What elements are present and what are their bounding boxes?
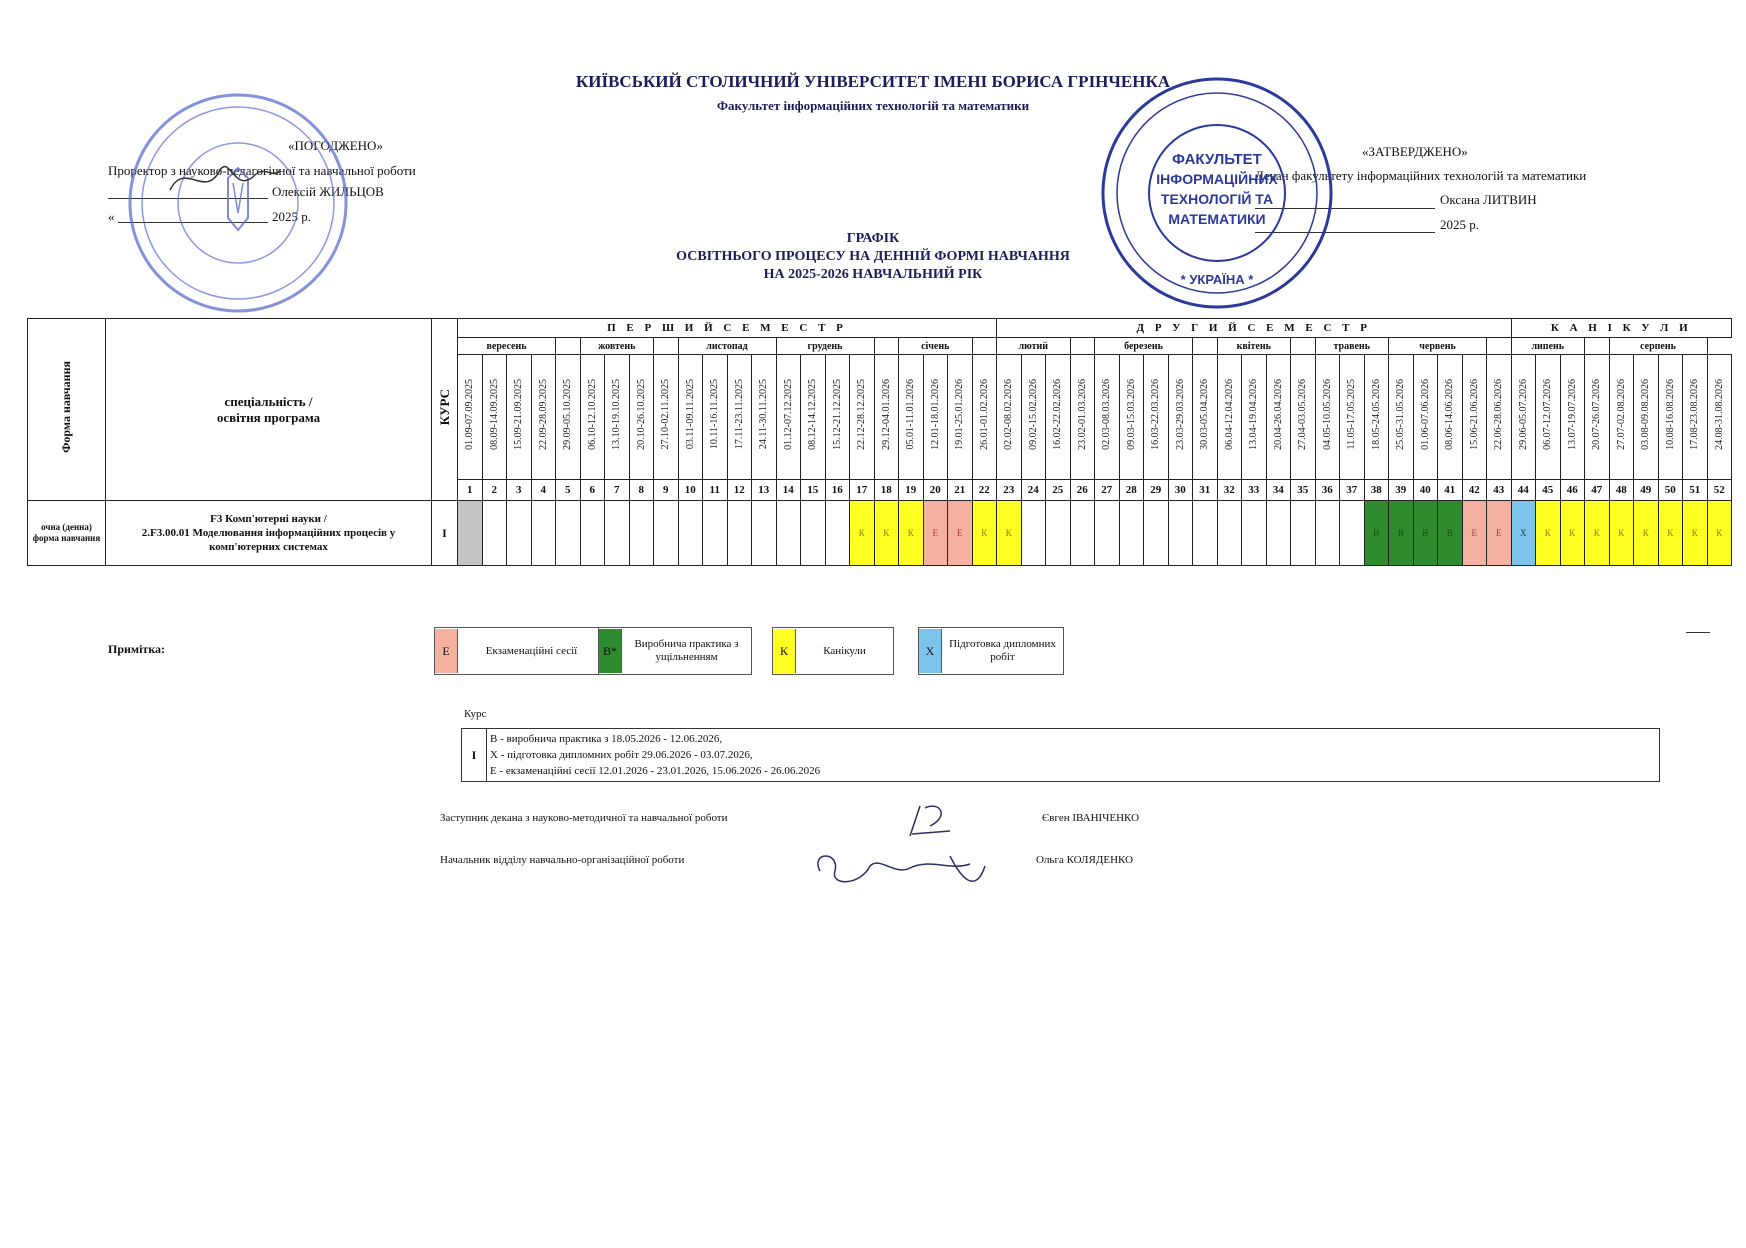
week-range-label: 12.01-18.01.2026 [929, 379, 941, 450]
week-number: 20 [923, 480, 948, 501]
week-range-cell [1413, 355, 1438, 480]
schedule-cell [1217, 501, 1242, 566]
week-range-label: 22.06-28.06.2026 [1493, 379, 1505, 450]
week-number: 36 [1315, 480, 1340, 501]
title-line-1: ГРАФІК [846, 231, 900, 246]
approved-left-caption: «ПОГОДЖЕНО» [288, 138, 383, 153]
month-header [1487, 338, 1512, 355]
week-range-label: 13.07-19.07.2026 [1566, 379, 1578, 450]
schedule-cell [654, 501, 679, 566]
schedule-cell: К [1536, 501, 1561, 566]
schedule-table [27, 318, 1732, 566]
week-range-label: 09.02-15.02.2026 [1027, 379, 1039, 450]
week-number: 9 [654, 480, 679, 501]
month-header: жовтень [580, 338, 654, 355]
week-number: 19 [899, 480, 924, 501]
month-header: травень [1315, 338, 1389, 355]
week-range-cell [1609, 355, 1634, 480]
schedule-cell [605, 501, 630, 566]
week-range-label: 16.03-22.03.2026 [1150, 379, 1162, 450]
week-range-cell [1291, 355, 1316, 480]
week-range-cell [678, 355, 703, 480]
week-range-label: 10.11-16.11.2025 [709, 379, 721, 450]
week-range-label: 15.06-21.06.2026 [1468, 379, 1480, 450]
week-number: 46 [1560, 480, 1585, 501]
week-number: 5 [556, 480, 581, 501]
schedule-cell [825, 501, 850, 566]
week-range-cell [1046, 355, 1071, 480]
week-number: 11 [703, 480, 728, 501]
week-range-cell [1315, 355, 1340, 480]
approved-left-position: Проректор з науково-педагогічної та навчальної роботи [108, 163, 416, 178]
week-range-label: 27.04-03.05.2026 [1297, 379, 1309, 450]
schedule-cell: К [1609, 501, 1634, 566]
week-range-label: 20.10-26.10.2025 [635, 379, 647, 450]
week-number: 49 [1634, 480, 1659, 501]
schedule-cell [776, 501, 801, 566]
week-range-label: 01.12-07.12.2025 [782, 379, 794, 450]
svg-text:МАТЕМАТИКИ: МАТЕМАТИКИ [1168, 211, 1266, 227]
university-title: КИЇВСЬКИЙ СТОЛИЧНИЙ УНІВЕРСИТЕТ ІМЕНІ БОРИСА ГРІНЧЕНКА [575, 72, 1171, 91]
week-range-label: 25.05-31.05.2026 [1395, 379, 1407, 450]
week-range-label: 10.08-16.08.2026 [1664, 379, 1676, 450]
left-handwritten-signature [165, 150, 285, 210]
week-number: 17 [850, 480, 875, 501]
schedule-cell: К [1658, 501, 1683, 566]
approved-left-year: 2025 р. [272, 209, 311, 224]
svg-text:ФАКУЛЬТЕТ: ФАКУЛЬТЕТ [1172, 151, 1262, 168]
week-number: 30 [1168, 480, 1193, 501]
week-range-cell [1585, 355, 1610, 480]
week-number: 22 [972, 480, 997, 501]
month-header: серпень [1609, 338, 1707, 355]
document-title [0, 230, 1746, 284]
week-range-cell [507, 355, 532, 480]
week-range-cell [1658, 355, 1683, 480]
week-number: 44 [1511, 480, 1536, 501]
title-line-3: НА 2025-2026 НАВЧАЛЬНИЙ РІК [763, 267, 983, 282]
schedule-cell: Е [948, 501, 973, 566]
month-header: липень [1511, 338, 1585, 355]
week-number: 21 [948, 480, 973, 501]
schedule-cell: К [874, 501, 899, 566]
week-range-cell [948, 355, 973, 480]
week-range-cell [1683, 355, 1708, 480]
svg-text:ТЕХНОЛОГІЙ ТА: ТЕХНОЛОГІЙ ТА [1160, 191, 1274, 207]
week-range-label: 08.06-14.06.2026 [1444, 379, 1456, 450]
week-number: 52 [1707, 480, 1732, 501]
week-range-label: 02.02-08.02.2026 [1003, 379, 1015, 450]
month-header [1070, 338, 1095, 355]
legend-text: Екзаменаційні сесії [485, 644, 578, 657]
week-range-cell [1095, 355, 1120, 480]
week-number: 40 [1413, 480, 1438, 501]
week-range-label: 13.10-19.10.2025 [611, 379, 623, 450]
legend-label: Примітка: [108, 642, 166, 656]
row-form-label: очна (денна) форма навчання [32, 522, 101, 543]
schedule-cell [1266, 501, 1291, 566]
schedule-cell [1242, 501, 1267, 566]
week-number: 6 [580, 480, 605, 501]
notes-header: Курс [464, 708, 487, 720]
schedule-cell: В [1389, 501, 1414, 566]
week-number: 1 [458, 480, 483, 501]
week-number: 4 [531, 480, 556, 501]
week-number: 8 [629, 480, 654, 501]
week-number: 32 [1217, 480, 1242, 501]
svg-text:* УКРАЇНА *: * УКРАЇНА * [1180, 272, 1254, 287]
schedule-cell [629, 501, 654, 566]
week-range-label: 19.01-25.01.2026 [954, 379, 966, 450]
schedule-cell: Е [923, 501, 948, 566]
schedule-cell [458, 501, 483, 566]
week-range-label: 26.01-01.02.2026 [978, 379, 990, 450]
week-number: 31 [1193, 480, 1218, 501]
week-range-cell [1119, 355, 1144, 480]
schedule-cell: В [1413, 501, 1438, 566]
schedule-cell [1315, 501, 1340, 566]
schedule-cell: К [972, 501, 997, 566]
week-range-cell [752, 355, 777, 480]
schedule-cell: К [1634, 501, 1659, 566]
schedule-cell [1070, 501, 1095, 566]
week-range-cell [997, 355, 1022, 480]
week-range-cell [1511, 355, 1536, 480]
svg-text:ІНФОРМАЦІЙНИХ: ІНФОРМАЦІЙНИХ [1156, 171, 1278, 187]
week-range-label: 13.04-19.04.2026 [1248, 379, 1260, 450]
week-range-label: 15.09-21.09.2025 [513, 379, 525, 450]
col-header-form-label: Форма навчання [59, 361, 73, 453]
approved-right-name: Оксана ЛИТВИН [1440, 192, 1537, 207]
week-range-cell [580, 355, 605, 480]
semester-header: П Е Р Ш И Й С Е М Е С Т Р [458, 319, 997, 338]
month-header: квітень [1217, 338, 1291, 355]
legend-item [598, 627, 752, 675]
notes-line: В - виробнича практика з 18.05.2026 - 12.06.2026, [490, 733, 723, 745]
schedule-cell [507, 501, 532, 566]
month-header: березень [1095, 338, 1193, 355]
schedule-cell [1095, 501, 1120, 566]
schedule-cell: К [1683, 501, 1708, 566]
week-number: 18 [874, 480, 899, 501]
week-range-cell [899, 355, 924, 480]
week-range-cell [776, 355, 801, 480]
month-header: вересень [458, 338, 556, 355]
week-number: 29 [1144, 480, 1169, 501]
week-range-cell [605, 355, 630, 480]
week-range-label: 23.02-01.03.2026 [1076, 379, 1088, 450]
week-range-label: 24.08-31.08.2026 [1713, 379, 1725, 450]
week-number: 34 [1266, 480, 1291, 501]
week-range-label: 03.11-09.11.2025 [684, 379, 696, 450]
signature-position-2: Начальник відділу навчально-організаційної роботи [440, 854, 685, 866]
legend-item [434, 627, 606, 675]
week-range-label: 06.04-12.04.2026 [1223, 379, 1235, 450]
week-range-label: 18.05-24.05.2026 [1370, 379, 1382, 450]
schedule-cell [727, 501, 752, 566]
week-number: 47 [1585, 480, 1610, 501]
legend-text: Підготовка дипломних робіт [949, 638, 1056, 663]
week-number: 23 [997, 480, 1022, 501]
col-header-specialty-line: освітня програма [216, 409, 321, 425]
legend-swatch: Х [919, 629, 942, 673]
week-range-label: 29.09-05.10.2025 [562, 379, 574, 450]
week-range-cell [923, 355, 948, 480]
title-line-2: ОСВІТНЬОГО ПРОЦЕСУ НА ДЕННІЙ ФОРМІ НАВЧАННЯ [676, 249, 1070, 264]
schedule-cell: К [1707, 501, 1732, 566]
week-range-cell [1364, 355, 1389, 480]
signature-name-1: Євген ІВАНІЧЕНКО [1042, 812, 1140, 824]
legend-text: Канікули [823, 644, 866, 657]
week-number: 38 [1364, 480, 1389, 501]
week-number: 43 [1487, 480, 1512, 501]
week-range-cell [850, 355, 875, 480]
week-range-label: 08.09-14.09.2025 [488, 379, 500, 450]
week-range-cell [1144, 355, 1169, 480]
schedule-cell [678, 501, 703, 566]
week-range-cell [482, 355, 507, 480]
col-header-specialty-line: спеціальність / [224, 393, 313, 409]
week-range-cell [1168, 355, 1193, 480]
schedule-cell: К [1585, 501, 1610, 566]
signature-name-2: Ольга КОЛЯДЕНКО [1036, 854, 1134, 866]
schedule-cell [801, 501, 826, 566]
row-specialty-line: F3 Комп'ютерні науки / [210, 513, 327, 525]
week-range-cell [1389, 355, 1414, 480]
week-range-cell [1021, 355, 1046, 480]
schedule-cell: К [997, 501, 1022, 566]
week-number: 24 [1021, 480, 1046, 501]
approved-left-quote: « [108, 209, 115, 224]
week-range-cell [1266, 355, 1291, 480]
week-range-label: 17.11-23.11.2025 [733, 379, 745, 450]
week-number: 3 [507, 480, 532, 501]
month-header: червень [1389, 338, 1487, 355]
schedule-cell [1144, 501, 1169, 566]
notes-course: I [462, 729, 487, 781]
row-specialty-cell [106, 501, 432, 566]
week-number: 35 [1291, 480, 1316, 501]
schedule-cell: Х [1511, 501, 1536, 566]
week-range-cell [801, 355, 826, 480]
bottom-handwritten-signatures [800, 796, 1000, 906]
week-number: 15 [801, 480, 826, 501]
week-range-label: 01.09-07.09.2025 [464, 379, 476, 450]
week-range-label: 20.07-26.07.2026 [1591, 379, 1603, 450]
legend-swatch: Е [435, 629, 458, 673]
schedule-cell [482, 501, 507, 566]
schedule-cell [752, 501, 777, 566]
week-range-label: 29.12-04.01.2026 [880, 379, 892, 450]
approved-right-position: Декан факультету інформаційних технологій та математики [1255, 168, 1587, 183]
week-range-label: 30.03-05.04.2026 [1199, 379, 1211, 450]
row-form-cell [28, 501, 106, 566]
week-range-cell [972, 355, 997, 480]
col-header-form [28, 319, 106, 501]
week-range-label: 06.07-12.07.2026 [1542, 379, 1554, 450]
month-header [972, 338, 997, 355]
week-range-cell [1340, 355, 1365, 480]
schedule-cell [1291, 501, 1316, 566]
week-number: 25 [1046, 480, 1071, 501]
col-header-specialty [106, 319, 432, 501]
row-course-cell: I [432, 501, 458, 566]
week-range-label: 27.07-02.08.2026 [1615, 379, 1627, 450]
schedule-cell: В [1438, 501, 1463, 566]
week-range-cell [1487, 355, 1512, 480]
week-range-cell [1536, 355, 1561, 480]
faculty-title: Факультет інформаційних технологій та математики [716, 98, 1030, 113]
week-range-cell [654, 355, 679, 480]
week-range-label: 22.09-28.09.2025 [537, 379, 549, 450]
legend-swatch: В* [599, 629, 622, 673]
week-range-cell [1462, 355, 1487, 480]
schedule-cell: В [1364, 501, 1389, 566]
week-range-label: 29.06-05.07.2026 [1517, 379, 1529, 450]
week-range-label: 02.03-08.03.2026 [1101, 379, 1113, 450]
week-range-label: 27.10-02.11.2025 [660, 379, 672, 450]
schedule-cell [1340, 501, 1365, 566]
week-range-label: 20.04-26.04.2026 [1272, 379, 1284, 450]
legend-text: Виробнича практика з ущільненням [634, 638, 739, 663]
week-number: 7 [605, 480, 630, 501]
schedule-cell [580, 501, 605, 566]
week-range-label: 17.08-23.08.2026 [1689, 379, 1701, 450]
week-range-label: 16.02-22.02.2026 [1052, 379, 1064, 450]
week-range-label: 04.05-10.05.2026 [1321, 379, 1333, 450]
month-header: січень [899, 338, 973, 355]
week-range-cell [629, 355, 654, 480]
schedule-cell [1021, 501, 1046, 566]
signature-position-1: Заступник декана з науково-методичної та навчальної роботи [440, 812, 728, 824]
week-number: 50 [1658, 480, 1683, 501]
week-range-cell [1560, 355, 1585, 480]
col-header-course-label: КУРС [436, 388, 452, 426]
week-number: 39 [1389, 480, 1414, 501]
week-number: 37 [1340, 480, 1365, 501]
approved-right-year: 2025 р. [1440, 217, 1479, 232]
notes-lines [490, 731, 820, 779]
week-number: 45 [1536, 480, 1561, 501]
schedule-cell [703, 501, 728, 566]
week-number: 42 [1462, 480, 1487, 501]
week-number: 10 [678, 480, 703, 501]
month-header [654, 338, 679, 355]
week-range-cell [458, 355, 483, 480]
legend-item [918, 627, 1064, 675]
week-range-cell [703, 355, 728, 480]
schedule-cell: Е [1462, 501, 1487, 566]
month-header [874, 338, 899, 355]
notes-box [461, 728, 1660, 782]
week-number: 13 [752, 480, 777, 501]
week-number: 26 [1070, 480, 1095, 501]
week-number: 41 [1438, 480, 1463, 501]
schedule-cell [1193, 501, 1218, 566]
month-header [1193, 338, 1218, 355]
week-number: 28 [1119, 480, 1144, 501]
week-range-label: 01.06-07.06.2026 [1419, 379, 1431, 450]
row-specialty-line: 2.F3.00.01 Моделювання інформаційних процесів у комп'ютерних системах [141, 527, 396, 553]
notes-line: Е - екзаменаційні сесії 12.01.2026 - 23.01.2026, 15.06.2026 - 26.06.2026 [490, 765, 821, 777]
week-range-label: 06.10-12.10.2025 [586, 379, 598, 450]
week-range-label: 09.03-15.03.2026 [1125, 379, 1137, 450]
schedule-cell: К [899, 501, 924, 566]
month-header [556, 338, 581, 355]
col-header-course [432, 319, 458, 501]
month-header: лютий [997, 338, 1071, 355]
week-range-label: 23.03-29.03.2026 [1174, 379, 1186, 450]
week-range-label: 11.05-17.05.2025 [1346, 379, 1358, 450]
week-range-cell [1438, 355, 1463, 480]
week-range-cell [874, 355, 899, 480]
week-range-cell [1070, 355, 1095, 480]
week-number: 16 [825, 480, 850, 501]
week-number: 27 [1095, 480, 1120, 501]
week-range-cell [531, 355, 556, 480]
legend-swatch: К [773, 629, 796, 673]
week-range-cell [727, 355, 752, 480]
legend-rule [1686, 632, 1710, 633]
week-range-cell [1707, 355, 1732, 480]
week-number: 33 [1242, 480, 1267, 501]
week-number: 48 [1609, 480, 1634, 501]
month-header [1585, 338, 1610, 355]
semester-header: К А Н І К У Л И [1511, 319, 1732, 338]
week-range-cell [825, 355, 850, 480]
legend-item [772, 627, 894, 675]
schedule-cell [556, 501, 581, 566]
week-range-label: 05.01-11.01.2026 [905, 379, 917, 450]
week-range-label: 15.12-21.12.2025 [831, 379, 843, 450]
week-number: 51 [1683, 480, 1708, 501]
semester-header: Д Р У Г И Й С Е М Е С Т Р [997, 319, 1512, 338]
notes-line: Х - підготовка дипломних робіт 29.06.2026 - 03.07.2026, [490, 749, 753, 761]
week-number: 14 [776, 480, 801, 501]
month-header: листопад [678, 338, 776, 355]
week-range-cell [1242, 355, 1267, 480]
week-range-label: 03.08-09.08.2026 [1640, 379, 1652, 450]
approved-left-name: Олексій ЖИЛЬЦОВ [272, 184, 384, 199]
week-range-cell [1193, 355, 1218, 480]
week-range-cell [1217, 355, 1242, 480]
schedule-cell: К [850, 501, 875, 566]
month-header: грудень [776, 338, 874, 355]
week-number: 2 [482, 480, 507, 501]
month-header [1291, 338, 1316, 355]
schedule-cell: Е [1487, 501, 1512, 566]
week-number: 12 [727, 480, 752, 501]
approved-right-caption: «ЗАТВЕРДЖЕНО» [1362, 144, 1468, 159]
week-range-label: 08.12-14.12.2025 [807, 379, 819, 450]
week-range-label: 22.12-28.12.2025 [856, 379, 868, 450]
schedule-cell [1119, 501, 1144, 566]
week-range-cell [556, 355, 581, 480]
week-range-label: 24.11-30.11.2025 [758, 379, 770, 450]
week-range-cell [1634, 355, 1659, 480]
schedule-cell [1046, 501, 1071, 566]
schedule-cell: К [1560, 501, 1585, 566]
schedule-cell [1168, 501, 1193, 566]
schedule-cell [531, 501, 556, 566]
